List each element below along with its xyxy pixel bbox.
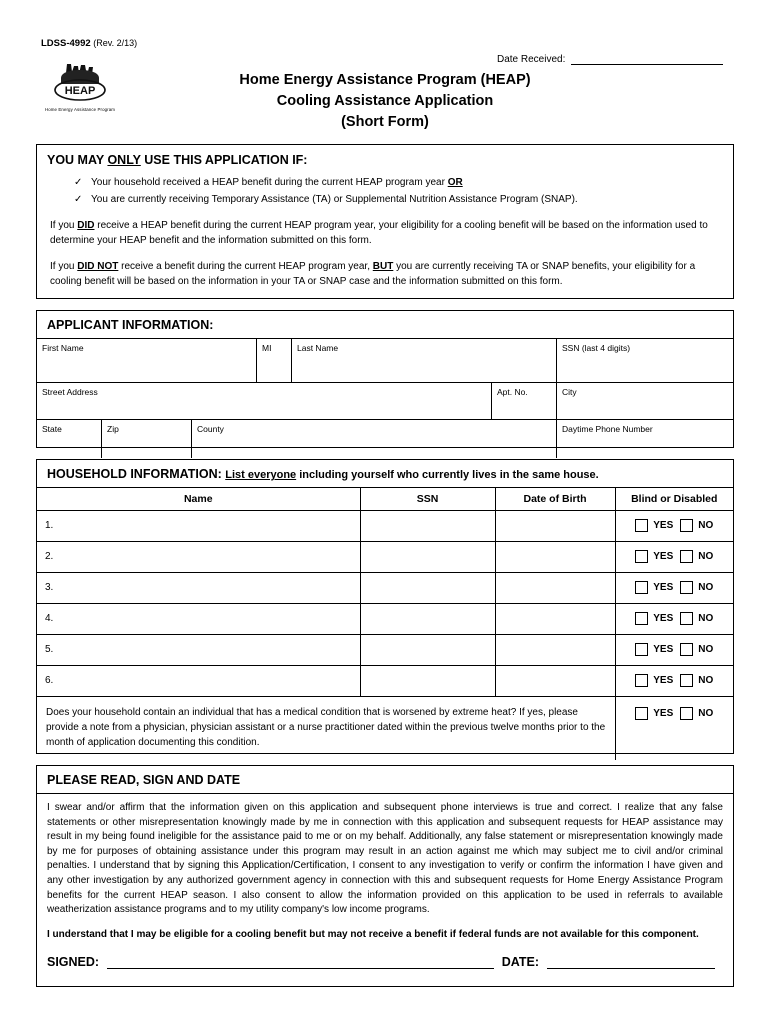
no-label: NO — [698, 520, 714, 531]
no-checkbox[interactable] — [680, 581, 693, 594]
household-heading-post: including yourself who currently lives in the same house. — [296, 469, 599, 481]
applicant-row-2 — [37, 383, 733, 420]
row-blind-disabled — [615, 665, 733, 696]
eligibility-paragraph-1 — [50, 219, 715, 248]
yes-label: YES — [653, 551, 674, 562]
first-name-field[interactable] — [37, 339, 257, 382]
row-blind-disabled — [615, 634, 733, 665]
zip-label: Zip — [107, 424, 119, 434]
table-row — [37, 510, 733, 541]
yes-label: YES — [653, 675, 674, 686]
para2-didnot: DID NOT — [77, 261, 119, 272]
household-heading-underline: List everyone — [225, 469, 297, 481]
yes-checkbox[interactable] — [635, 581, 648, 594]
apt-no-label: Apt. No. — [497, 387, 528, 397]
applicant-row-3 — [37, 420, 733, 458]
row-ssn[interactable] — [360, 510, 495, 541]
form-title — [150, 70, 620, 133]
check-icon: ✓ — [74, 194, 83, 205]
bullet-emphasis: OR — [447, 177, 463, 188]
para2-b: receive a benefit during the current HEAP program year, — [118, 261, 373, 272]
eligibility-heading-post: USE THIS APPLICATION IF: — [140, 153, 308, 167]
date-received-field — [497, 54, 723, 65]
last-name-label: Last Name — [297, 343, 339, 353]
medical-blind-disabled — [615, 696, 733, 760]
eligibility-heading-only: ONLY — [107, 153, 141, 167]
bullet-text: You are currently receiving Temporary Assistance (TA) or Supplemental Nutrition Assistance Program (SNAP). — [91, 194, 578, 205]
yes-checkbox[interactable] — [635, 612, 648, 625]
table-row — [37, 572, 733, 603]
household-information-section — [36, 459, 734, 754]
para1-did: DID — [77, 220, 95, 231]
city-label: City — [562, 387, 577, 397]
heap-logo-icon — [47, 62, 113, 106]
col-name: Name — [37, 488, 360, 510]
date-label: DATE: — [501, 954, 539, 969]
household-heading — [37, 460, 733, 488]
eligibility-heading — [37, 145, 733, 171]
apt-no-field[interactable] — [492, 383, 557, 419]
form-number — [41, 38, 137, 49]
household-table — [37, 488, 733, 760]
eligibility-paragraph-2 — [50, 260, 715, 289]
table-row — [37, 665, 733, 696]
row-ssn[interactable] — [360, 603, 495, 634]
ssn-field[interactable] — [557, 339, 733, 382]
row-number[interactable]: 4. — [37, 603, 360, 634]
daytime-phone-field[interactable] — [557, 420, 733, 458]
federal-funds-note: I understand that I may be eligible for a cooling benefit but may not receive a benefit if federal funds are not available for this component. — [47, 928, 699, 940]
list-item — [37, 175, 733, 190]
medical-question-text: Does your household contain an individual that has a medical condition that is worsened by extreme heat? If yes, please provide a note from a physician, physician assistant or a nurse practitioner dated within the previous twelve months prior to the month of application documenting this condition. — [46, 706, 606, 748]
ssn-label: SSN (last 4 digits) — [562, 343, 631, 353]
yes-label: YES — [653, 644, 674, 655]
yes-checkbox[interactable] — [635, 707, 648, 720]
certification-statement: I swear and/or affirm that the information given on this application and subsequent phone interviews is true and correct. I realize that any false statements or other misrepresentation knowingly made by me in connection with this application and subsequent requests for HEAP assistance may result in my being found ineligible for the assistance paid to me or on my behalf. Additionally, any false statement or misrepresentation knowingly made by me for purposes of obtaining assistance under this program may result in an action against me which may subject me to civil and/or criminal penalties. I understand that by signing this Application/Certification, I consent to any investigation to verify or confirm the information I have given and any other investigation by any authorized government agency in connection with this and subsequent requests for Home Energy Assistance Program benefits for the current HEAP season. I also consent to allow the information provided on this application to be used in referrals to available weatherization assistance programs and to my utility company's low income programs. — [47, 802, 723, 916]
para1-b: receive a HEAP benefit during the current HEAP program year, your eligibility for a cooling benefit will be based on the information used to determine your HEAP benefit and the information submitted on this form. — [50, 220, 708, 246]
mi-field[interactable] — [257, 339, 292, 382]
bullet-text: Your household received a HEAP benefit during the current HEAP program year — [91, 177, 448, 188]
date-received-line[interactable] — [571, 54, 723, 65]
col-ssn: SSN — [360, 488, 495, 510]
heap-logo-caption: Home Energy Assistance Program — [44, 107, 116, 112]
mi-label: MI — [262, 343, 272, 353]
row-blind-disabled — [615, 572, 733, 603]
row-number[interactable]: 3. — [37, 572, 360, 603]
title-line-3: (Short Form) — [341, 114, 429, 130]
county-field[interactable] — [192, 420, 557, 458]
form-number-text: LDSS-4992 — [41, 38, 91, 49]
date-input-line[interactable] — [547, 955, 715, 969]
sign-section — [36, 765, 734, 987]
yes-label: YES — [653, 613, 674, 624]
yes-label: YES — [653, 520, 674, 531]
row-dob[interactable] — [495, 603, 615, 634]
applicant-row-1 — [37, 339, 733, 383]
signature-line-row — [37, 942, 733, 969]
para2-a: If you — [50, 261, 78, 272]
eligibility-heading-pre: YOU MAY — [47, 153, 108, 167]
para2-c: you are currently receiving TA or SNAP benefits, your eligibility for a cooling benefit will be based on the information in your TA or SNAP case and the information submitted on this form. — [50, 261, 696, 287]
no-checkbox[interactable] — [680, 612, 693, 625]
county-label: County — [197, 424, 224, 434]
eligibility-section — [36, 144, 734, 299]
table-row — [37, 603, 733, 634]
row-blind-disabled — [615, 541, 733, 572]
applicant-information-section — [36, 310, 734, 448]
last-name-field[interactable] — [292, 339, 557, 382]
row-ssn[interactable] — [360, 634, 495, 665]
yes-label: YES — [653, 707, 674, 719]
medical-question-cell — [37, 696, 615, 760]
row-dob[interactable] — [495, 572, 615, 603]
yes-checkbox[interactable] — [635, 643, 648, 656]
signature-input-line[interactable] — [107, 955, 494, 969]
state-label: State — [42, 424, 62, 434]
svg-text:HEAP: HEAP — [64, 85, 96, 97]
yes-label: YES — [653, 582, 674, 593]
yes-checkbox[interactable] — [635, 519, 648, 532]
row-ssn[interactable] — [360, 572, 495, 603]
row-ssn[interactable] — [360, 541, 495, 572]
list-item — [37, 192, 733, 207]
medical-condition-row — [37, 696, 733, 760]
para1-a: If you — [50, 220, 78, 231]
row-number[interactable]: 2. — [37, 541, 360, 572]
table-row — [37, 541, 733, 572]
no-checkbox[interactable] — [680, 550, 693, 563]
eligibility-bullet-list — [37, 175, 733, 207]
table-header-row — [37, 488, 733, 510]
no-label: NO — [698, 582, 714, 593]
city-field[interactable] — [557, 383, 733, 419]
date-received-label: Date Received: — [497, 54, 566, 65]
heap-logo — [44, 62, 116, 112]
row-dob[interactable] — [495, 634, 615, 665]
row-dob[interactable] — [495, 665, 615, 696]
row-blind-disabled — [615, 603, 733, 634]
col-dob: Date of Birth — [495, 488, 615, 510]
title-line-1: Home Energy Assistance Program (HEAP) — [239, 72, 531, 88]
check-icon: ✓ — [74, 177, 83, 188]
title-line-2: Cooling Assistance Application — [276, 93, 494, 109]
applicant-heading: APPLICANT INFORMATION: — [37, 311, 733, 339]
row-number[interactable]: 1. — [37, 510, 360, 541]
no-label: NO — [698, 675, 714, 686]
col-blind-disabled: Blind or Disabled — [615, 488, 733, 510]
row-number[interactable]: 6. — [37, 665, 360, 696]
daytime-phone-label: Daytime Phone Number — [562, 424, 653, 434]
no-checkbox[interactable] — [680, 674, 693, 687]
no-label: NO — [698, 707, 714, 719]
zip-field[interactable] — [102, 420, 192, 458]
row-blind-disabled — [615, 510, 733, 541]
row-number[interactable]: 5. — [37, 634, 360, 665]
state-field[interactable] — [37, 420, 102, 458]
para2-but: BUT — [372, 261, 394, 272]
street-address-field[interactable] — [37, 383, 492, 419]
row-dob[interactable] — [495, 541, 615, 572]
form-revision: (Rev. 2/13) — [93, 38, 138, 48]
street-address-label: Street Address — [42, 387, 98, 397]
first-name-label: First Name — [42, 343, 84, 353]
signed-label: SIGNED: — [47, 954, 100, 969]
row-dob[interactable] — [495, 510, 615, 541]
table-row — [37, 634, 733, 665]
yes-checkbox[interactable] — [635, 550, 648, 563]
sign-heading: PLEASE READ, SIGN AND DATE — [37, 766, 733, 794]
no-label: NO — [698, 551, 714, 562]
no-label: NO — [698, 613, 714, 624]
row-ssn[interactable] — [360, 665, 495, 696]
no-checkbox[interactable] — [680, 519, 693, 532]
no-checkbox[interactable] — [680, 707, 693, 720]
no-checkbox[interactable] — [680, 643, 693, 656]
household-heading-pre: HOUSEHOLD INFORMATION: — [47, 467, 226, 481]
yes-checkbox[interactable] — [635, 674, 648, 687]
no-label: NO — [698, 644, 714, 655]
